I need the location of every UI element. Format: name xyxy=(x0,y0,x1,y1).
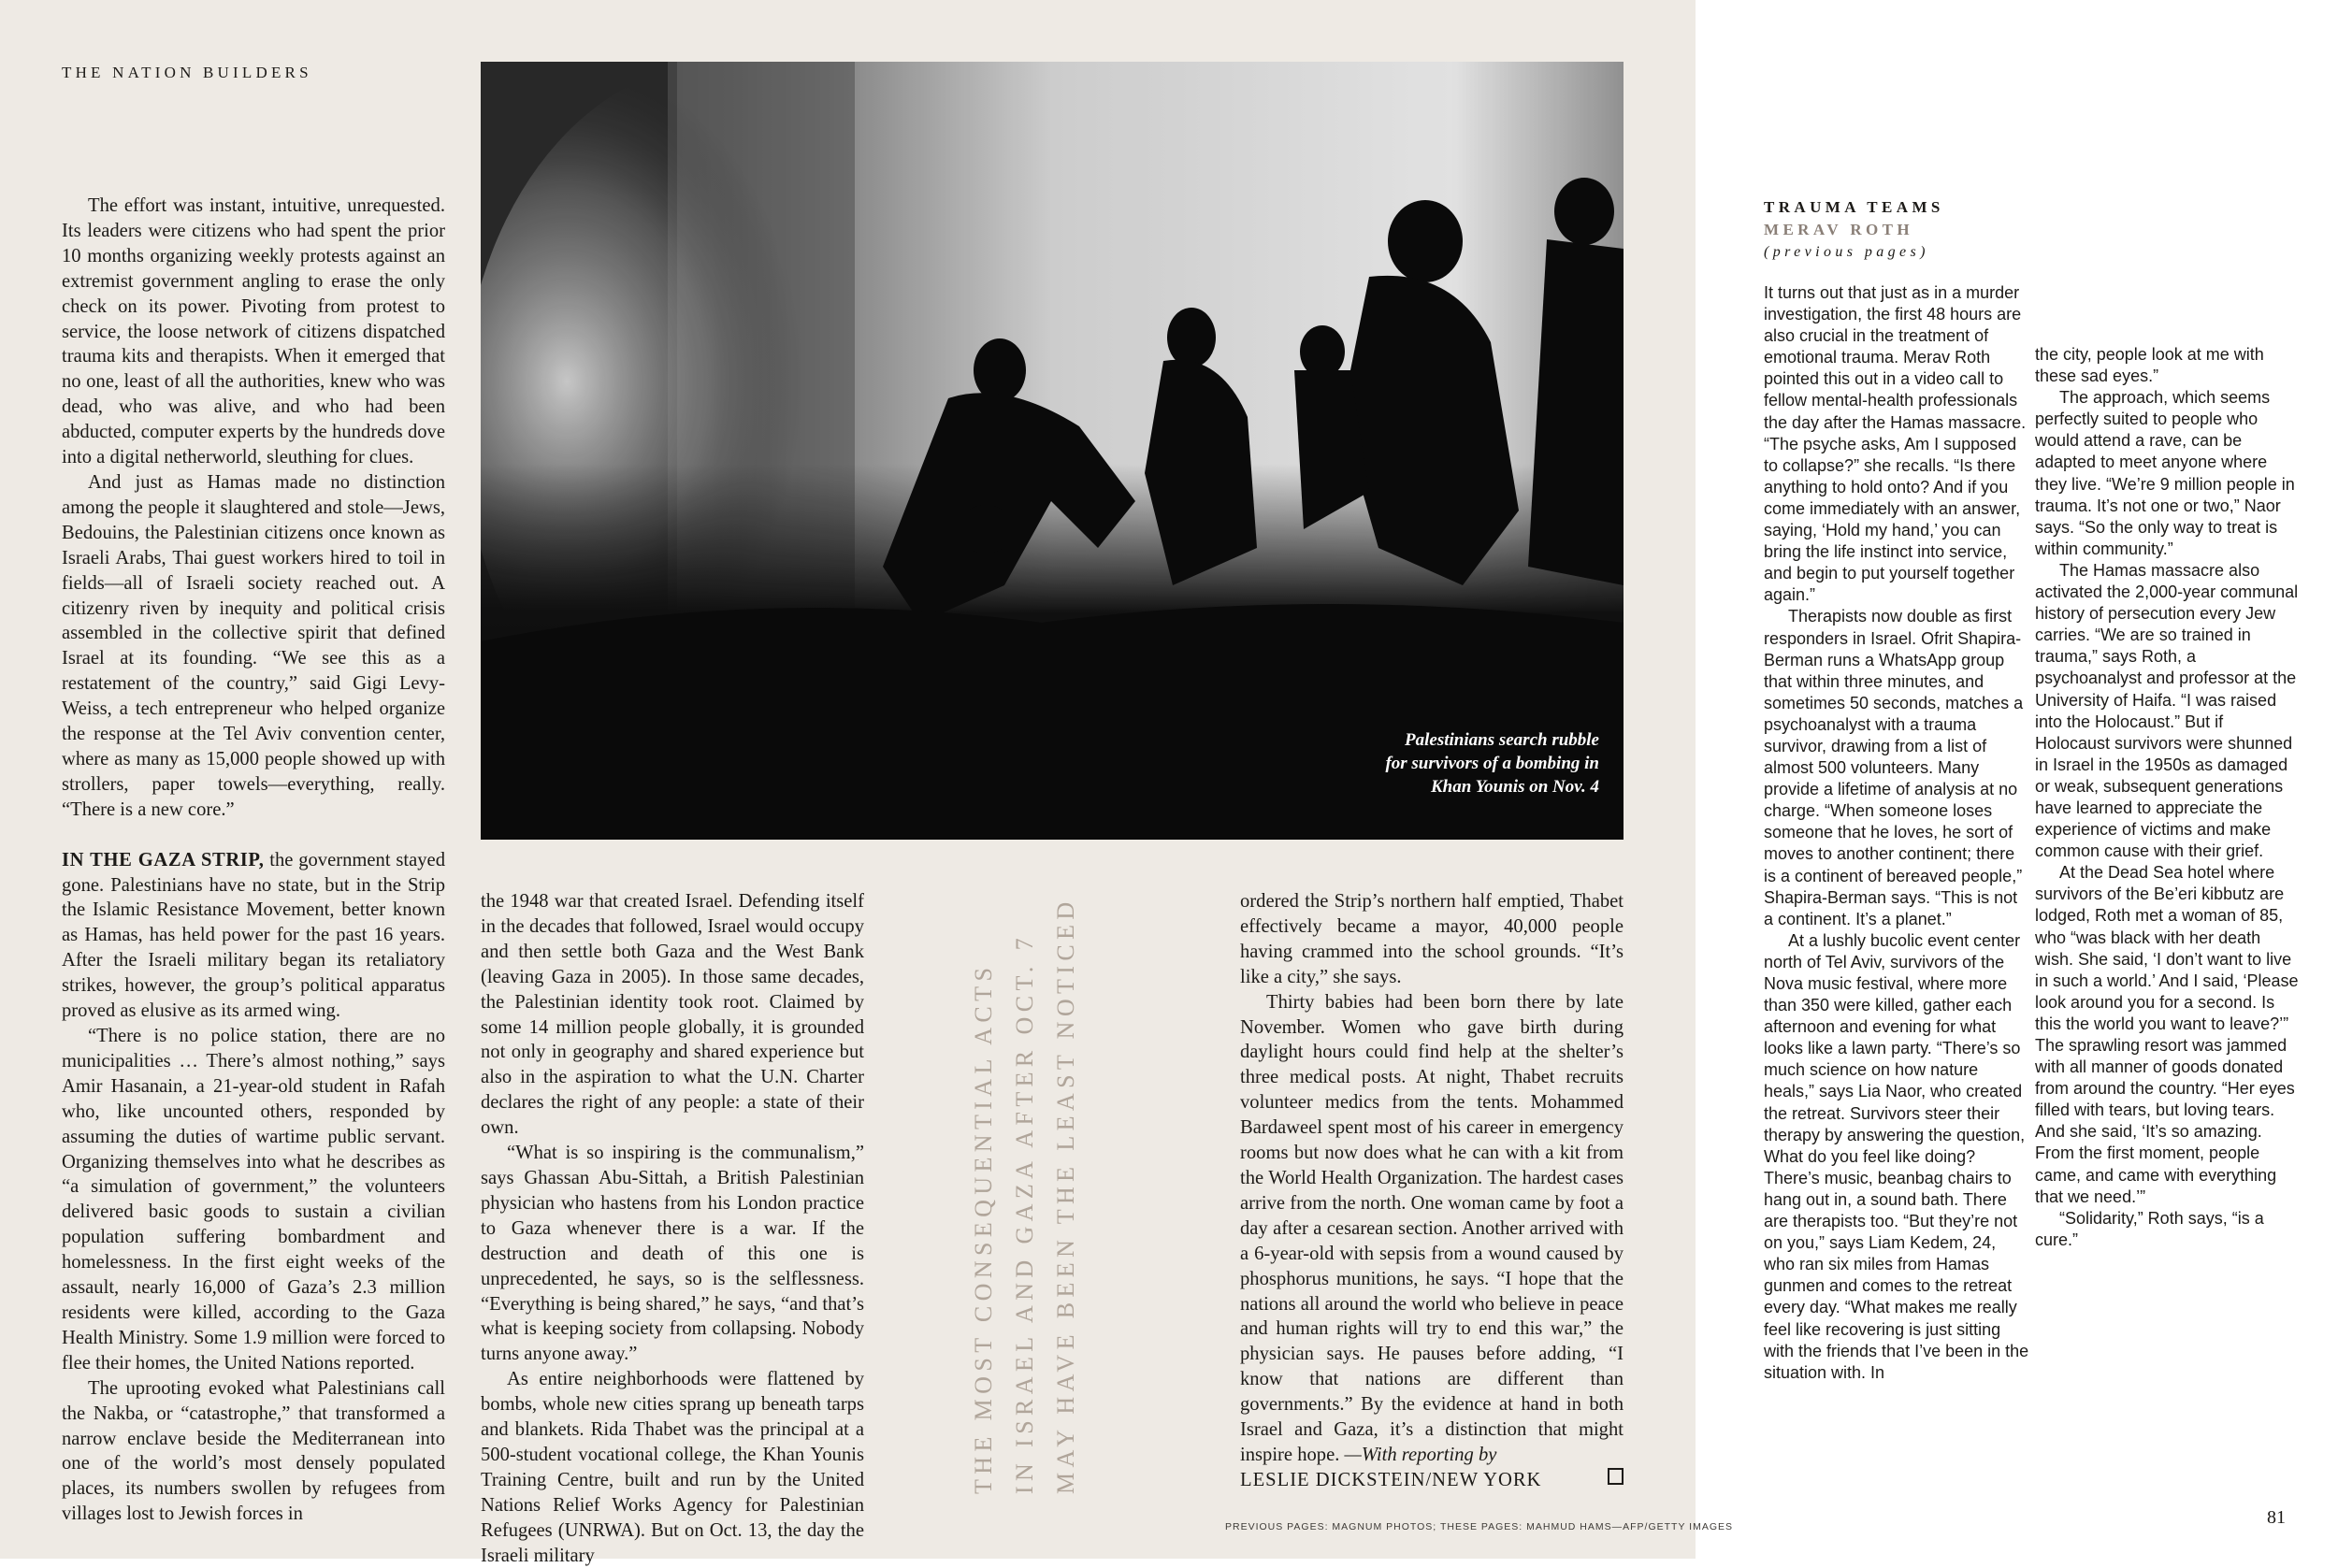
paragraph: The Hamas massacre also activated the 2,000-year communal history of persecution every Jew carries. “We are so trained in trauma,” says Roth, a psychoanalyst and professor at the University of Haifa. “I was raised into the Holocaust.” But if Holocaust survivors were shunned in Israel in the 1950s as damaged or weak, subsequent generations have learned to appreciate the experience of victims and make common cause with their grief. xyxy=(2035,560,2299,861)
paragraph: the 1948 war that created Israel. Defending itself in the decades that followed, Israel would occupy and then settle both Gaza and the West Bank (leaving Gaza in 2005). In those same decades, the Palestinian identity took root. Claimed by some 14 million people globally, it is grounded not only in geography and shared experience but also in the aspiration to what the U.N. Charter declares the right of any people: a state of their own. xyxy=(481,891,864,1139)
caption-line: for survivors of a bombing in xyxy=(1385,754,1599,773)
running-head: THE NATION BUILDERS xyxy=(62,64,312,81)
photo-caption xyxy=(1206,728,1599,798)
paragraph: “What is so inspiring is the communalism,” says Ghassan Abu-Sittah, a British Palestinian physician who hastens from his London practice to Gaza whenever there is a war. If the destruction and death of this one is unprecedented, he says, so is the selflessness. “Everything is being shared,” he says, “and that’s what is keeping society from collapsing. Nobody turns anyone away.” xyxy=(481,1143,864,1365)
paragraph: As entire neighborhoods were flattened by bombs, whole new cities sprang up beneath tarps and blankets. Rida Thabet was the principal at a 500-student vocational college, the Khan Younis Training Centre, built and run by the United Nations Relief Works Agency for Palestinian Refugees (UNRWA). But on Oct. 13, the day the Israeli military xyxy=(481,1369,864,1566)
paragraph: “There is no police station, there are no municipalities … There’s almost nothing,” says Amir Hasanain, a 21-year-old student in Rafah who, like uncounted others, responded by assuming the duties of wartime public servant. Organizing themselves into what he describes as “a simulation of government,” the volunteers delivered basic goods to sustain a civilian population suffering bombardment and homelessness. In the first eight weeks of the assault, nearly 16,000 of Gaza’s 2.3 million residents were killed, according to the Gaza Health Ministry. Some 1.9 million were forced to flee their homes, the United Nations reported. xyxy=(62,1026,445,1374)
paragraph xyxy=(1240,990,1624,1493)
sidebar-kicker: TRAUMA TEAMS xyxy=(1764,198,1944,216)
end-mark-icon xyxy=(1608,1468,1624,1485)
body-column-3 xyxy=(1240,889,1624,1493)
photo xyxy=(481,62,1624,840)
sidebar-column-2 xyxy=(2035,344,2302,1251)
caption-line: Palestinians search rubble xyxy=(1405,730,1599,750)
paragraph-text: the government stayed gone. Palestinians have no state, but in the Strip the Islamic Resistance Movement, better known as Hamas, has held power for the past 16 years. After the Israeli military began its retaliatory strikes, however, the group’s political apparatus proved as elusive as its armed wing. xyxy=(62,849,445,1022)
page-number: 81 xyxy=(2267,1507,2286,1528)
rubble-search-photo xyxy=(481,62,1624,840)
paragraph: The effort was instant, intuitive, unrequested. Its leaders were citizens who had spent the prior 10 months organizing weekly protests against an extremist government angling to erase the only check on its power. Pivoting from protest to service, the loose network of citizens dispatched trauma kits and therapists. When it emerged that no one, least of all the authorities, knew who was dead, who was alive, and who had been abducted, computer experts by the hundreds dove into a digital netherworld, sleuthing for clues. xyxy=(62,195,445,468)
pull-quote-line: MAY HAVE BEEN THE LEAST NOTICED xyxy=(1052,897,1079,1494)
paragraph: The uprooting evoked what Palestinians call the Nakba, or “catastrophe,” that transformed a narrow enclave beside the Mediterranean into one of the world’s most densely populated places, its numbers swollen by refugees from villages lost to Jewish forces in xyxy=(62,1377,445,1525)
paragraph: And just as Hamas made no distinction among the people it slaughtered and stole—Jews, Bedouins, the Palestinian citizens once known as Israeli Arabs, Thai guest workers hired to toil in fields—all of Israeli society reached out. A citizenry riven by inequity and political crisis assembled in the collective spirit that defined Israel at its founding. “We see this as a restatement of the country,” said Gigi Levy-Weiss, a tech entrepreneur who helped organize the response at the Tel Aviv convention center, where as many as 15,000 people showed up with strollers, paper towels—everything, really. “There is a new core.” xyxy=(62,471,445,820)
pull-quote xyxy=(963,877,1087,1494)
body-column-2 xyxy=(481,889,864,1568)
reporting-note: —With reporting by xyxy=(1344,1444,1497,1465)
sidebar-name: MERAV ROTH xyxy=(1764,221,1914,238)
paragraph: At the Dead Sea hotel where survivors of the Be’eri kibbutz are lodged, Roth met a woman of 85, who “was black with her death wish. She said, ‘I don’t want to live in such a world.’ And I said, ‘Please look around you for a second. Is this the world you want to leave?’” The sprawling resort was jammed with all manner of goods donated from around the country. “Her eyes filled with tears, but loving tears. And she said, ‘It’s so amazing. From the first moment, people came, and came with everything that we need.’” xyxy=(2035,863,2299,1206)
pull-quote-line: THE MOST CONSEQUENTIAL ACTS xyxy=(970,962,997,1494)
paragraph: The approach, which seems perfectly suited to people who would attend a rave, can be adapted to meet anyone where they live. “We’re 9 million people in trauma. It’s not one or two,” Naor says. “So the only way to treat is within community.” xyxy=(2035,388,2295,558)
paragraph: At a lushly bucolic event center north of Tel Aviv, survivors of the Nova music festival, where more than 350 were killed, gather each afternoon and evening for what looks like a lawn party. “There’s so much science on how nature heals,” says Lia Naor, who created the retreat. Survivors steer their therapy by answering the question, What do you feel like doing? There’s music, beanbag chairs to hang out in, a sound bath. There are therapists too. “But they’re not on you,” says Liam Kedem, 24, who ran six miles from Hamas gunmen and comes to the retreat every day. “What makes me really feel like recovering is just sitting with the friends that I’ve been in the situation with. In xyxy=(1764,930,2029,1382)
sidebar-note: (previous pages) xyxy=(1764,244,1929,260)
paragraph: It turns out that just as in a murder investigation, the first 48 hours are also crucial in the treatment of emotional trauma. Merav Roth pointed this out in a video call to fellow mental-health professionals the day after the Hamas massacre. “The psyche asks, Am I supposed to collapse?” she recalls. “Is there anything to hold onto? And if you come immediately with an answer, saying, ‘Hold my hand,’ you can bring the life instinct into service, and begin to put yourself together again.” xyxy=(1764,283,2027,605)
paragraph-text: Thirty babies had been born there by late November. Women who gave birth during daylight hours could find help at the shelter’s three medical posts. At night, Thabet recruits volunteer medics from the tents. Mohammed Bardaweel spent most of his career in emergency rooms but now does what he can with a kit from the World Health Organization. The hardest cases arrive from the north. One woman came by foot a day after a cesarean section. Another arrived with a 6-year-old with sepsis from a wound caused by phosphorus munitions, he says. “I hope that the nations all around the world who believe in peace and human rights will try to end this war,” the physician says. He pauses before adding, “I know that nations are different than governments.” By the evidence at hand in both Israel and Gaza, it’s a distinction that might inspire hope. xyxy=(1240,991,1624,1465)
paragraph: “Solidarity,” Roth says, “is a cure.” xyxy=(2035,1208,2264,1249)
paragraph: ordered the Strip’s northern half emptied, Thabet effectively became a mayor, 40,000 people having crammed into the school grounds. “It’s like a city,” she says. xyxy=(1240,891,1624,987)
pull-quote-line: IN ISRAEL AND GAZA AFTER OCT. 7 xyxy=(1011,932,1038,1494)
sidebar-column-1 xyxy=(1764,282,2030,1384)
paragraph: the city, people look at me with these sad eyes.” xyxy=(2035,345,2264,386)
section-lead-in: IN THE GAZA STRIP, xyxy=(62,849,265,870)
byline: LESLIE DICKSTEIN/NEW YORK xyxy=(1240,1469,1542,1490)
body-column-1 xyxy=(62,194,445,1527)
photo-credit: PREVIOUS PAGES: MAGNUM PHOTOS; THESE PAGES: MAHMUD HAMS—AFP/GETTY IMAGES xyxy=(1225,1521,1734,1532)
paragraph: Therapists now double as first responders in Israel. Ofrit Shapira-Berman runs a WhatsApp group that within three minutes, and sometimes 50 seconds, matches a psychoanalyst with a trauma survivor, drawing from a list of almost 500 volunteers. Many provide a lifetime of analysis at no charge. “When someone loses someone that he loves, he sort of moves to another continent; there is a continent of bereaved people,” Shapira-Berman says. “This is not a continent. It’s a planet.” xyxy=(1764,607,2024,928)
section-paragraph xyxy=(62,848,445,1024)
caption-line: Khan Younis on Nov. 4 xyxy=(1430,777,1599,797)
